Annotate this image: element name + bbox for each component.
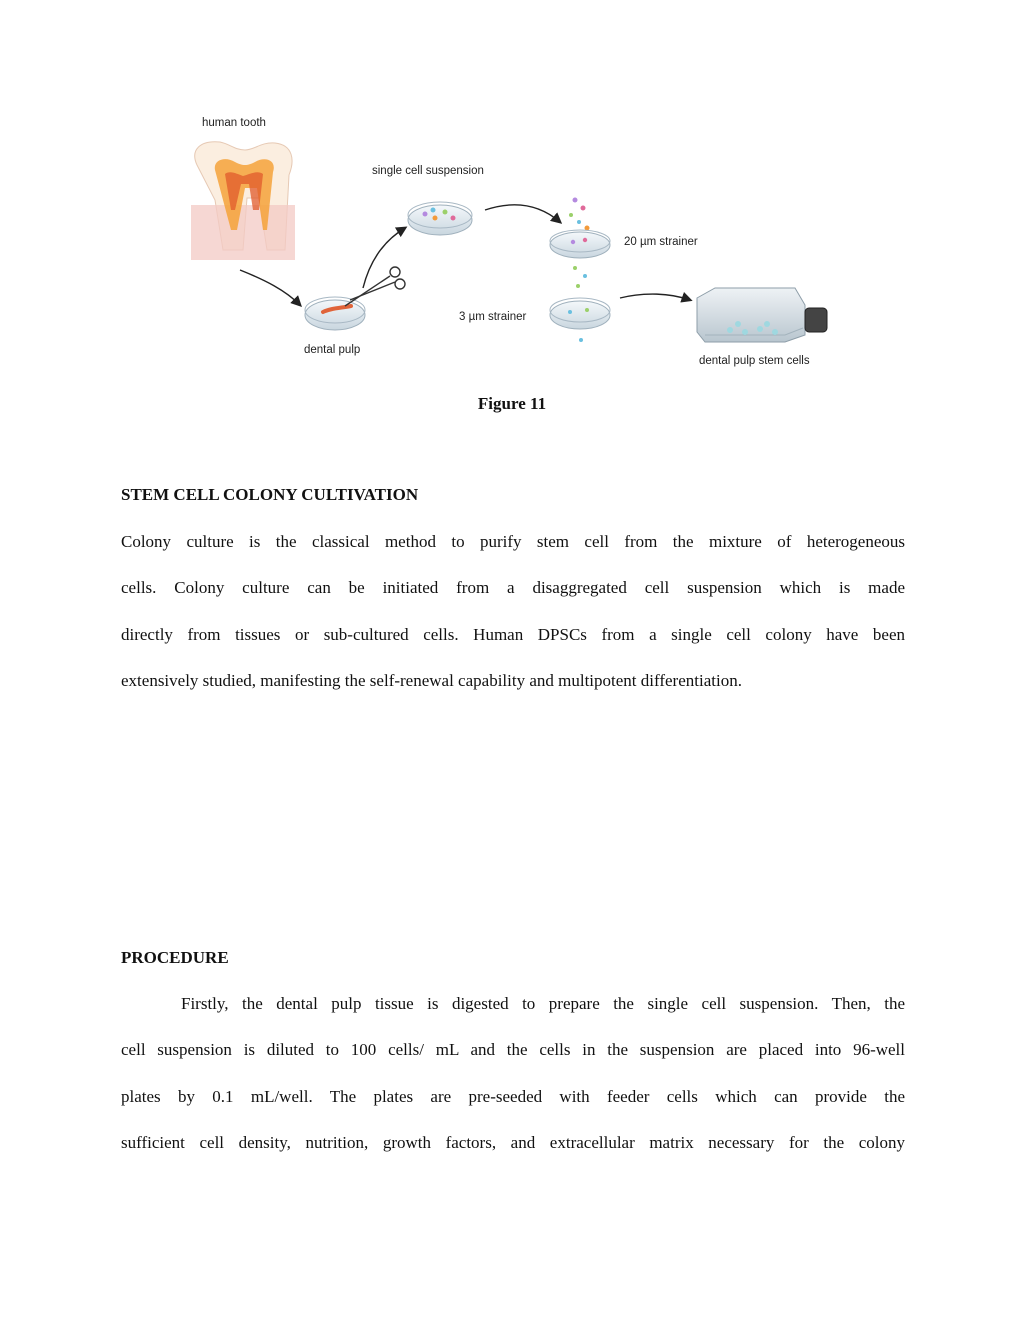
cell-suspension-dish-icon [408,202,472,235]
text-line: Firstly, the dental pulp tissue is digested to prepare the single cell suspension. Then, the [181,994,905,1013]
text-line: extensively studied, manifesting the self-renewal capability and multipotent differentiation. [121,670,742,690]
label-dental-pulp-stem-cells: dental pulp stem cells [699,355,810,367]
text-line: cells. Colony culture can be initiated from a disaggregated cell suspension which is made [121,578,905,598]
text-line: cell suspension is diluted to 100 cells/ mL and the cells in the suspension are placed into 96-well [121,1040,905,1060]
paragraph-procedure [121,981,905,1166]
label-3um-strainer: 3 µm strainer [459,311,527,323]
dental-pulp-dish-icon [305,297,365,330]
text-line: plates by 0.1 mL/well. The plates are pre-seeded with feeder cells which can provide the [121,1086,905,1106]
label-dental-pulp: dental pulp [304,344,361,356]
arrow-suspension-to-strainer [485,205,560,222]
dpsc-isolation-figure [185,110,845,380]
strainer-3-icon [550,298,610,342]
arrow-strainer-to-flask [620,294,690,300]
text-line: Colony culture is the classical method to purify stem cell from the mixture of heterogeneous [121,532,905,551]
scissors-icon [345,267,405,306]
section-heading-colony-cultivation: STEM CELL COLONY CULTIVATION [121,485,419,504]
label-single-cell-suspension: single cell suspension [372,165,484,177]
figure-illustration [185,110,845,380]
label-human-tooth: human tooth [202,117,266,129]
paragraph-colony-cultivation [121,519,905,704]
filtered-cells [573,266,587,288]
falling-cells [569,198,590,231]
tooth-icon [191,142,295,260]
arrow-tooth-to-pulp [240,270,300,305]
culture-flask-icon [697,288,827,342]
text-line: directly from tissues or sub-cultured cells. Human DPSCs from a single cell colony have been [121,624,905,644]
text-line: sufficient cell density, nutrition, growth factors, and extracellular matrix necessary for the colony [121,1132,905,1152]
figure-caption: Figure 11 [477,394,547,413]
label-20um-strainer: 20 µm strainer [624,236,698,248]
strainer-20-icon [550,230,610,258]
section-heading-procedure: PROCEDURE [121,948,229,967]
